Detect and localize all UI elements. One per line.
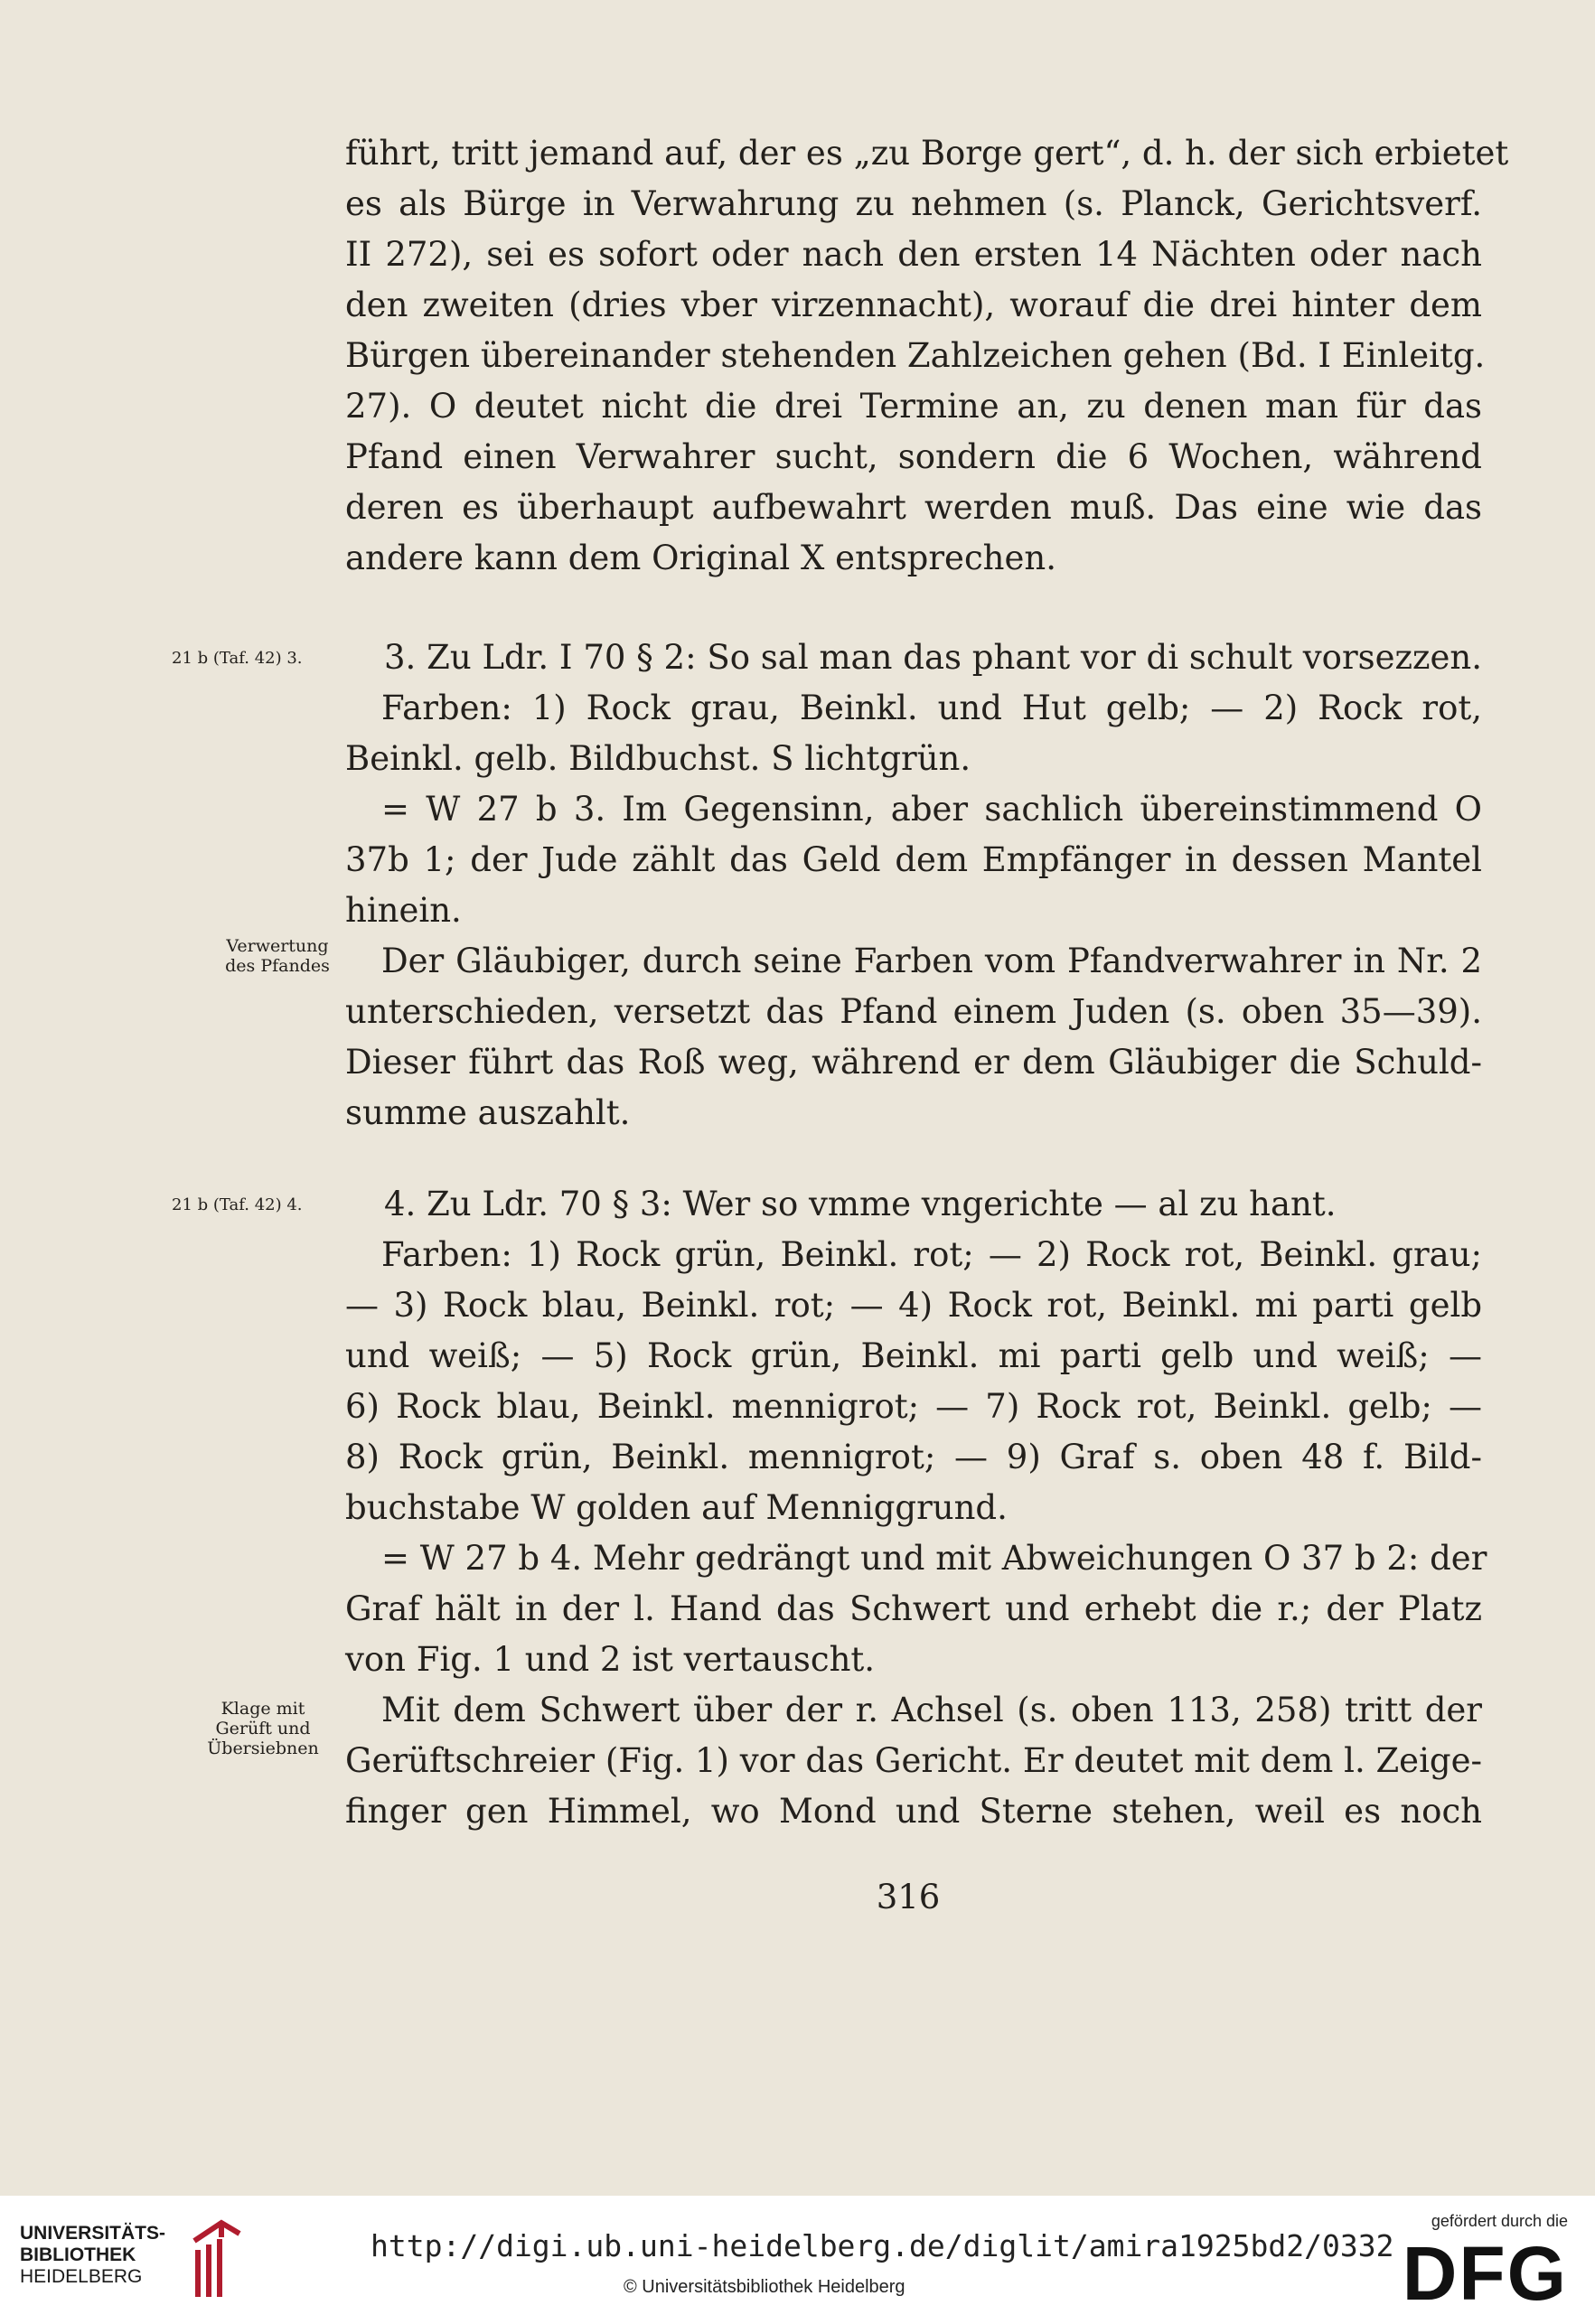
margin-note-line: Verwertung <box>226 936 329 956</box>
paragraph-intro <box>345 128 1509 584</box>
margin-note-line: Gerüft und <box>215 1719 311 1738</box>
text-line: und weiß; — 5) Rock grün, Beinkl. mi parti gelb und weiß; — <box>345 1336 1482 1375</box>
margin-note-line: Klage mit <box>220 1699 305 1719</box>
text-line: Farben: 1) Rock grau, Beinkl. und Hut gelb; — 2) Rock rot, <box>381 689 1482 727</box>
text-line: unterschieden, versetzt das Pfand einem Juden (s. oben 35—39). <box>345 992 1482 1031</box>
copyright-notice: © Universitätsbibliothek Heidelberg <box>624 2277 905 2297</box>
text-line: deren es überhaupt aufbewahrt werden muß. Das eine wie das <box>345 488 1482 527</box>
text-line: führt, tritt jemand auf, der es „zu Borge gert“, d. h. der sich erbietet <box>345 134 1509 173</box>
text-line: 3. Zu Ldr. I 70 § 2: So sal man das phant vor di schult vorsezzen. <box>384 638 1482 677</box>
text-line: Gerüftschreier (Fig. 1) vor das Gericht. Er deutet mit dem l. Zeige- <box>345 1741 1482 1780</box>
dfg-logo: DFG <box>1402 2231 1568 2316</box>
text-line: Der Gläubiger, durch seine Farben vom Pfandverwahrer in Nr. 2 <box>381 942 1482 980</box>
text-line: buchstabe W golden auf Menniggrund. <box>345 1488 1008 1527</box>
text-line: Bürgen übereinander stehenden Zahlzeichen gehen (Bd. I Einleitg. <box>345 336 1486 375</box>
margin-note-line: Übersiebnen <box>207 1738 319 1758</box>
text-line: Pfand einen Verwahrer sucht, sondern die 6 Wochen, während <box>345 437 1482 476</box>
permalink-url[interactable]: http://digi.ub.uni-heidelberg.de/diglit/amira1925bd2/0332 <box>371 2228 1394 2263</box>
text-line: 37b 1; der Jude zählt das Geld dem Empfänger in dessen Mantel <box>345 840 1482 879</box>
page-number: 316 <box>876 1878 941 1916</box>
text-line: 6) Rock blau, Beinkl. mennigrot; — 7) Rock rot, Beinkl. gelb; — <box>345 1387 1482 1426</box>
library-line: BIBLIOTHEK <box>20 2244 136 2265</box>
text-line: = W 27 b 4. Mehr gedrängt und mit Abweichungen O 37 b 2: der <box>381 1539 1487 1578</box>
text-line: von Fig. 1 und 2 ist vertauscht. <box>345 1640 876 1679</box>
text-line: Farben: 1) Rock grün, Beinkl. rot; — 2) Rock rot, Beinkl. grau; <box>381 1235 1482 1274</box>
library-emblem-icon <box>185 2214 249 2308</box>
library-line: HEIDELBERG <box>20 2266 143 2287</box>
library-logo-text <box>20 2223 165 2288</box>
text-line: Beinkl. gelb. Bildbuchst. S lichtgrün. <box>345 739 971 778</box>
margin-reference: 21 b (Taf. 42) 4. <box>172 1195 303 1214</box>
text-line: hinein. <box>345 891 462 930</box>
text-line: II 272), sei es sofort oder nach den ersten 14 Nächten oder nach <box>345 235 1482 274</box>
paragraph-schwert <box>345 1685 1482 1837</box>
text-line: Graf hält in der l. Hand das Schwert und erhebt die r.; der Platz <box>345 1589 1482 1628</box>
text-line: 4. Zu Ldr. 70 § 3: Wer so vmme vngerichte — al zu hant. <box>384 1185 1337 1223</box>
paragraph-farben-3 <box>345 683 1482 784</box>
paragraph-comparison-4 <box>345 1533 1487 1685</box>
paragraph-glaeubiger <box>345 936 1482 1139</box>
text-line: summe auszahlt. <box>345 1093 631 1132</box>
text-line: = W 27 b 3. Im Gegensinn, aber sachlich übereinstimmend O <box>381 790 1482 829</box>
sponsor-caption: gefördert durch die <box>1431 2212 1568 2230</box>
text-line: 27). O deutet nicht die drei Termine an, zu denen man für das <box>345 387 1482 426</box>
text-line: finger gen Himmel, wo Mond und Sterne stehen, weil es noch <box>345 1792 1482 1831</box>
margin-reference: 21 b (Taf. 42) 3. <box>172 649 303 668</box>
text-line: andere kann dem Original X entsprechen. <box>345 539 1056 577</box>
margin-note-line: des Pfandes <box>225 956 330 976</box>
paragraph-farben-4 <box>345 1230 1482 1533</box>
paragraph-comparison-3 <box>345 784 1482 936</box>
text-line: Dieser führt das Roß weg, während er dem Gläubiger die Schuld- <box>345 1043 1482 1082</box>
text-line: den zweiten (dries vber virzennacht), worauf die drei hinter dem <box>345 286 1482 324</box>
section-heading-4 <box>384 1179 1482 1230</box>
library-line: UNIVERSITÄTS- <box>20 2223 166 2244</box>
text-line: — 3) Rock blau, Beinkl. rot; — 4) Rock rot, Beinkl. mi parti gelb <box>345 1286 1482 1325</box>
section-heading-3 <box>384 633 1482 683</box>
margin-note-verwertung <box>201 936 354 976</box>
margin-note-klage <box>186 1699 340 1758</box>
text-line: Mit dem Schwert über der r. Achsel (s. oben 113, 258) tritt der <box>381 1691 1482 1729</box>
footer-bar <box>0 2196 1595 2324</box>
text-line: es als Bürge in Verwahrung zu nehmen (s. Planck, Gerichtsverf. <box>345 184 1482 223</box>
text-line: 8) Rock grün, Beinkl. mennigrot; — 9) Graf s. oben 48 f. Bild- <box>345 1438 1482 1476</box>
